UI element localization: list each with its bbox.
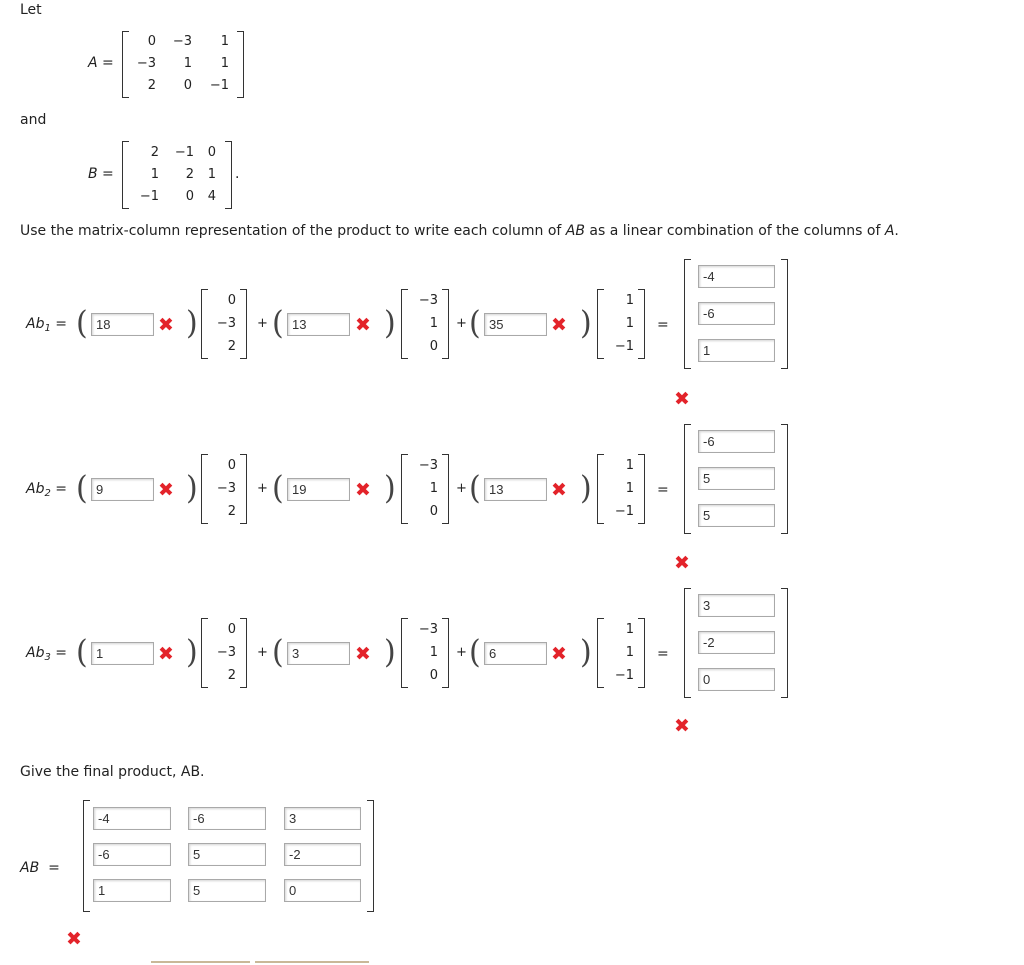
ab3-label: $Ab_3$ = [26,645,68,663]
close-paren: ) [384,305,396,342]
open-paren: ( [272,634,284,671]
and-text: and [20,112,47,128]
plus-sign: + [257,316,268,331]
close-paren: ) [186,634,198,671]
final-ab-label: AB = [20,860,60,876]
vector-cell: 0 [227,293,236,308]
instruction-text: Use the matrix-column representation of the product to write each column of AB as a linear combination of the columns of A. [20,223,899,239]
coefficient-input[interactable]: 19 [287,478,350,501]
coefficient-input[interactable]: 18 [91,313,154,336]
wrong-icon: ✖ [551,479,567,501]
result-input[interactable]: -6 [698,430,775,453]
open-paren: ( [76,470,88,507]
vector-cell: −3 [216,316,236,331]
vector-cell: 1 [429,316,438,331]
wrong-icon: ✖ [355,643,371,665]
matrix-b [122,141,232,209]
close-paren: ) [580,305,592,342]
submit-button[interactable] [151,961,250,965]
result-input[interactable]: 1 [698,339,775,362]
vector-cell: 2 [227,504,236,519]
plus-sign: + [257,481,268,496]
final-matrix-input[interactable]: -4 [93,807,171,830]
matrix-b-cell: 0 [185,189,194,204]
column-vector [597,289,645,359]
final-matrix-input[interactable]: -6 [188,807,266,830]
final-matrix-input[interactable]: 0 [284,879,361,902]
open-paren: ( [272,305,284,342]
ab2-label: $Ab_2$ = [26,481,68,499]
result-input[interactable]: 0 [698,668,775,691]
column-vector [201,289,247,359]
close-paren: ) [580,634,592,671]
final-prompt: Give the final product, AB. [20,764,205,780]
open-paren: ( [76,305,88,342]
matrix-b-cell: −1 [139,189,159,204]
coefficient-input[interactable]: 35 [484,313,547,336]
vector-cell: 2 [227,668,236,683]
vector-cell: 0 [429,668,438,683]
let-text: Let [20,2,42,18]
vector-cell: 0 [429,339,438,354]
coefficient-input[interactable]: 6 [484,642,547,665]
column-vector [401,289,449,359]
open-paren: ( [469,634,481,671]
final-matrix-input[interactable]: 5 [188,843,266,866]
open-paren: ( [76,634,88,671]
close-paren: ) [580,470,592,507]
vector-cell: 2 [227,339,236,354]
close-paren: ) [384,634,396,671]
result-input[interactable]: 5 [698,467,775,490]
result-input[interactable]: 3 [698,594,775,617]
wrong-icon: ✖ [158,643,174,665]
vector-cell: 1 [625,481,634,496]
equals-sign: = [657,646,669,662]
wrong-icon: ✖ [674,388,690,410]
result-vector [684,588,788,698]
matrix-b-label: B = [88,166,114,182]
equals-sign: = [657,317,669,333]
matrix-b-cell: 2 [185,167,194,182]
matrix-b-cell: 0 [207,145,216,160]
close-paren: ) [384,470,396,507]
vector-cell: 1 [625,622,634,637]
vector-cell: 0 [227,458,236,473]
column-vector [201,618,247,688]
matrix-b-cell: 4 [207,189,216,204]
vector-cell: −3 [216,481,236,496]
matrix-a-cell: 1 [220,34,229,49]
column-vector [401,618,449,688]
result-input[interactable]: -6 [698,302,775,325]
vector-cell: −1 [614,668,634,683]
column-vector [401,454,449,524]
coefficient-input[interactable]: 3 [287,642,350,665]
matrix-a-cell: −1 [209,78,229,93]
final-matrix-input[interactable]: 5 [188,879,266,902]
column-vector [201,454,247,524]
matrix-b-cell: −1 [174,145,194,160]
column-vector [597,454,645,524]
vector-cell: −1 [614,504,634,519]
matrix-a-label: A = [88,55,114,71]
plus-sign: + [456,645,467,660]
coefficient-input[interactable]: 13 [484,478,547,501]
plus-sign: + [456,481,467,496]
column-vector [597,618,645,688]
coefficient-input[interactable]: 1 [91,642,154,665]
vector-cell: −3 [418,458,438,473]
matrix-b-period: . [235,166,240,182]
ab1-label: $Ab_1$ = [26,316,68,334]
final-matrix-input[interactable]: 3 [284,807,361,830]
matrix-a-cell: 2 [147,78,156,93]
vector-cell: 1 [625,458,634,473]
close-paren: ) [186,305,198,342]
matrix-b-cell: 1 [207,167,216,182]
wrong-icon: ✖ [355,314,371,336]
plus-sign: + [257,645,268,660]
plus-sign: + [456,316,467,331]
matrix-a-cell: 1 [220,56,229,71]
matrix-a-cell: 1 [183,56,192,71]
open-paren: ( [272,470,284,507]
matrix-a-cell: 0 [147,34,156,49]
vector-cell: −1 [614,339,634,354]
vector-cell: 1 [625,316,634,331]
vector-cell: 1 [429,481,438,496]
final-matrix-input[interactable]: 1 [93,879,171,902]
wrong-icon: ✖ [674,552,690,574]
final-matrix-input[interactable]: -2 [284,843,361,866]
matrix-a-cell: 0 [183,78,192,93]
result-vector [684,259,788,369]
close-paren: ) [186,470,198,507]
wrong-icon: ✖ [551,314,567,336]
result-input[interactable]: -2 [698,631,775,654]
matrix-a-cell: −3 [172,34,192,49]
matrix-b-cell: 1 [150,167,159,182]
coefficient-input[interactable]: 13 [287,313,350,336]
vector-cell: 1 [625,293,634,308]
open-paren: ( [469,470,481,507]
vector-cell: −3 [418,293,438,308]
wrong-icon: ✖ [66,928,82,950]
wrong-icon: ✖ [158,314,174,336]
equals-sign: = [657,482,669,498]
result-input[interactable]: 5 [698,504,775,527]
vector-cell: 0 [429,504,438,519]
wrong-icon: ✖ [551,643,567,665]
open-paren: ( [469,305,481,342]
vector-cell: 0 [227,622,236,637]
matrix-a [122,31,244,98]
final-matrix-input[interactable]: -6 [93,843,171,866]
matrix-a-cell: −3 [136,56,156,71]
vector-cell: −3 [418,622,438,637]
vector-cell: 1 [625,645,634,660]
vector-cell: −3 [216,645,236,660]
final-matrix [83,800,374,912]
coefficient-input[interactable]: 9 [91,478,154,501]
result-vector [684,424,788,534]
matrix-b-cell: 2 [150,145,159,160]
wrong-icon: ✖ [355,479,371,501]
wrong-icon: ✖ [158,479,174,501]
save-button[interactable] [255,961,369,965]
vector-cell: 1 [429,645,438,660]
result-input[interactable]: -4 [698,265,775,288]
wrong-icon: ✖ [674,715,690,737]
